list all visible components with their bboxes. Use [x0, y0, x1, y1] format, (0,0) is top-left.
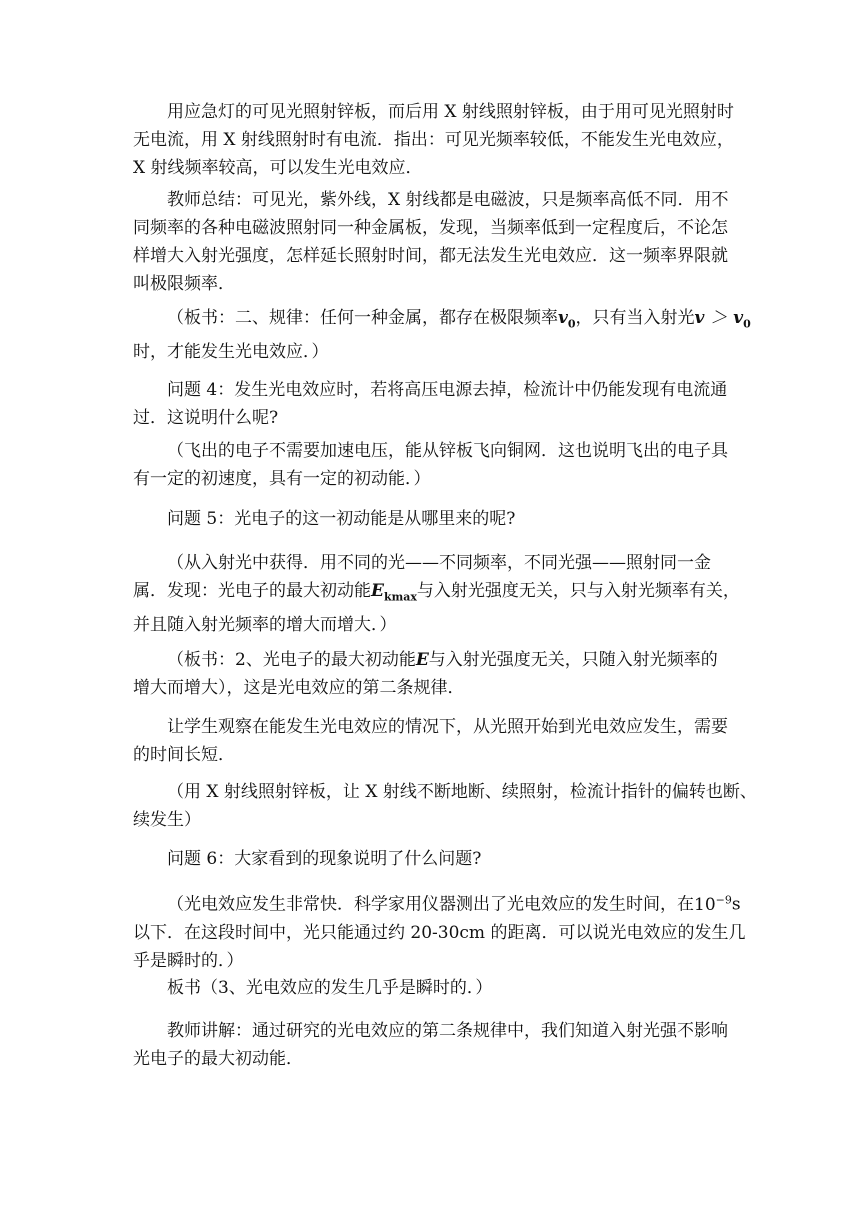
text-segment: 与入射光强度无关，只随入射光频率的	[428, 650, 718, 670]
paragraph-visible-light-vs-xray	[133, 98, 733, 182]
text-segment: 属．发现：光电子的最大初动能	[133, 581, 371, 601]
text-line: 时，才能发生光电效应．）	[133, 342, 329, 363]
time-exponent-symbol: $10^{-9}$	[694, 893, 732, 915]
text-line: X 射线频率较高，可以发生光电效应．	[133, 158, 423, 178]
paragraph-board-rule-threshold	[133, 304, 751, 366]
text-line: 让学生观察在能发生光电效应的情况下，从光照开始到光电效应发生，需要	[167, 717, 728, 737]
text-line: 光电子的最大初动能．	[133, 1049, 303, 1069]
paragraph-teacher-explanation	[133, 1017, 733, 1073]
max-kinetic-energy-symbol: $E_{kmax}$	[371, 581, 417, 604]
text-segment: （光电效应发生非常快．科学家用仪器测出了光电效应的发生时间，在	[167, 894, 694, 915]
text-line: 问题 4：发生光电效应时，若将高压电源去掉，检流计中仍能发现有电流通	[167, 380, 728, 400]
text-line: 的时间长短．	[133, 745, 235, 765]
text-line: 问题 5：光电子的这一初动能是从哪里来的呢?	[167, 509, 516, 529]
text-segment: （板书：二、规律：任何一种金属，都存在极限频率	[167, 308, 558, 328]
paragraph-question-5	[133, 505, 733, 533]
text-line: 以下．在这段时间中，光只能通过约 20-30cm 的距离．可以说光电效应的发生几	[133, 922, 746, 943]
text-line	[133, 304, 751, 338]
text-line: （用 X 射线照射锌板，让 X 射线不断地断、续照射，检流计指针的偏转也断、	[167, 782, 757, 802]
text-line: 过．这说明什么呢?	[133, 408, 279, 428]
text-line: 叫极限频率．	[133, 274, 235, 294]
text-line: 有一定的初速度，具有一定的初动能．）	[133, 469, 431, 489]
text-line: 并且随入射光频率的增大而增大．）	[133, 615, 397, 636]
paragraph-answer-6	[133, 886, 746, 975]
text-segment: ，只有当入射光	[575, 308, 695, 328]
paragraph-student-observation	[133, 713, 733, 769]
paragraph-xray-experiment	[133, 778, 757, 834]
text-line: 续发生）	[133, 810, 201, 830]
text-line: 增大而增大），这是光电效应的第二条规律．	[133, 678, 465, 698]
paragraph-answer-5	[133, 549, 740, 639]
energy-symbol: E	[415, 650, 429, 670]
text-line	[133, 646, 733, 674]
paragraph-question-4	[133, 376, 733, 432]
text-line	[133, 577, 740, 611]
text-segment: s	[731, 894, 741, 915]
text-line: 无电流，用 X 射线照射时有电流．指出：可见光频率较低，不能发生光电效应，	[133, 130, 734, 150]
text-line: 乎是瞬时的．）	[133, 950, 244, 971]
text-line: 教师总结：可见光，紫外线，X 射线都是电磁波，只是频率高低不同．用不	[167, 190, 729, 210]
text-line: 同频率的各种电磁波照射同一种金属板，发现，当频率低到一定程度后，不论怎	[133, 218, 728, 238]
threshold-frequency-symbol: $v_0$	[558, 308, 576, 331]
text-line: （从入射光中获得．用不同的光——不同频率，不同光强——照射同一金	[167, 553, 711, 573]
paragraph-board-rule-2	[133, 646, 733, 702]
text-line: 板书（3、光电效应的发生几乎是瞬时的．）	[167, 978, 493, 998]
paragraph-question-6	[133, 845, 733, 873]
inequality-symbol: $v > v_0$	[694, 308, 751, 331]
paragraph-answer-4	[133, 437, 733, 493]
text-line: 样增大入射光强度，怎样延长照射时间，都无法发生光电效应．这一频率界限就	[133, 246, 728, 266]
paragraph-teacher-summary	[133, 186, 733, 298]
text-line	[133, 886, 741, 919]
text-line: （飞出的电子不需要加速电压，能从锌板飞向铜网．这也说明飞出的电子具	[167, 441, 728, 461]
paragraph-board-rule-3	[133, 974, 733, 1002]
text-line: 教师讲解：通过研究的光电效应的第二条规律中，我们知道入射光强不影响	[167, 1021, 728, 1041]
text-line: 用应急灯的可见光照射锌板，而后用 X 射线照射锌板，由于用可见光照射时	[167, 102, 734, 122]
text-segment: （板书：2、光电子的最大初动能	[167, 650, 416, 670]
text-segment: 与入射光强度无关，只与入射光频率有关，	[416, 581, 740, 601]
text-line: 问题 6：大家看到的现象说明了什么问题?	[167, 849, 482, 869]
